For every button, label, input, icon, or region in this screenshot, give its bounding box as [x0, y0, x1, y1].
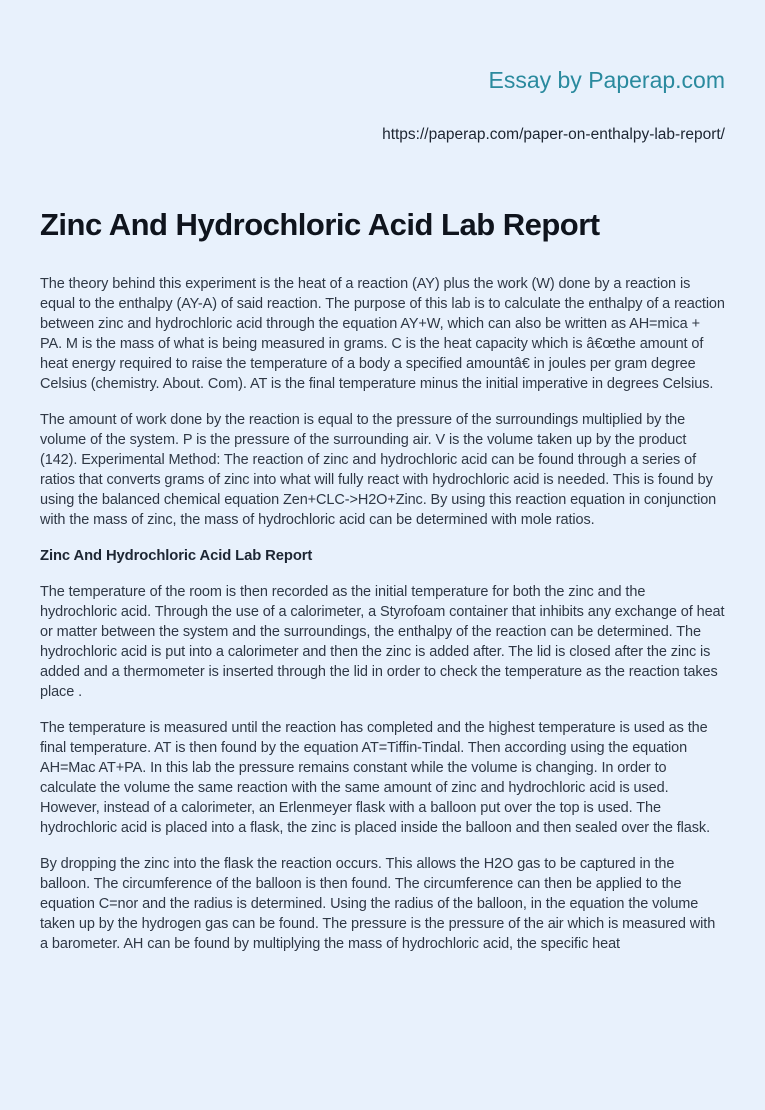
page-title: Zinc And Hydrochloric Acid Lab Report: [40, 207, 600, 243]
paragraph-3: The temperature of the room is then recorded as the initial temperature for both the zinc and the hydrochloric acid. Through the use of a calorimeter, a Styrofoam container that inhibits any exchange of heat or matter between the system and the surroundings, the enthalpy of the reaction can be determined. The hydrochloric acid is put into a calorimeter and then the zinc is added after. The lid is closed after the zinc is added and a thermometer is inserted through the lid in order to check the temperature as the reaction takes place .: [40, 583, 725, 700]
brand-heading: Essay by Paperap.com: [488, 67, 725, 93]
source-url: https://paperap.com/paper-on-enthalpy-lab-report/: [382, 125, 725, 143]
paragraph-2: The amount of work done by the reaction is equal to the pressure of the surroundings multiplied by the volume of the system. P is the pressure of the surrounding air. V is the volume taken up by the product (142). Experimental Method: The reaction of zinc and hydrochloric acid can be found through a series of ratios that converts grams of zinc into what will fully react with hydrochloric acid is needed. This is found by using the balanced chemical equation Zen+CLC->H2O+Zinc. By using this reaction equation in conjunction with the mass of zinc, the mass of hydrochloric acid can be determined with mole ratios.: [40, 411, 717, 528]
paragraph-1: The theory behind this experiment is the heat of a reaction (AY) plus the work (W) done by a reaction is equal to the enthalpy (AY-A) of said reaction. The purpose of this lab is to calculate the enthalpy of a reaction between zinc and hydrochloric acid through the equation AY+W, which can also be written as AH=mica + PA. M is the mass of what is being measured in grams. C is the heat capacity which is â€œthe amount of heat energy required to raise the temperature of a body a specified amountâ€ in joules per gram degree Celsius (chemistry. About. Com). AT is the final temperature minus the initial imperative in degrees Celsius.: [40, 275, 725, 392]
document-content: [40, 206, 725, 953]
paragraph-4: The temperature is measured until the reaction has completed and the highest temperature is used as the final temperature. AT is then found by the equation AT=Tiffin-Tindal. Then according using the equation AH=Mac AT+PA. In this lab the pressure remains constant while the volume is changing. In order to calculate the volume the same reaction with the same amount of zinc and hydrochloric acid is used. However, instead of a calorimeter, an Erlenmeyer flask with a balloon put over the top is used. The hydrochloric acid is placed into a flask, the zinc is placed inside the balloon and then sealed over the flask.: [40, 719, 710, 836]
document-header: [40, 66, 725, 144]
document-body: [40, 274, 725, 954]
paragraph-5: By dropping the zinc into the flask the reaction occurs. This allows the H2O gas to be captured in the balloon. The circumference of the balloon is then found. The circumference can then be applied to the equation C=nor and the radius is determined. Using the radius of the balloon, in the equation the volume taken up by the hydrogen gas can be found. The pressure is the pressure of the air which is measured with a barometer. AH can be found by multiplying the mass of hydrochloric acid, the specific heat: [40, 855, 716, 952]
section-subheading: Zinc And Hydrochloric Acid Lab Report: [40, 547, 313, 564]
